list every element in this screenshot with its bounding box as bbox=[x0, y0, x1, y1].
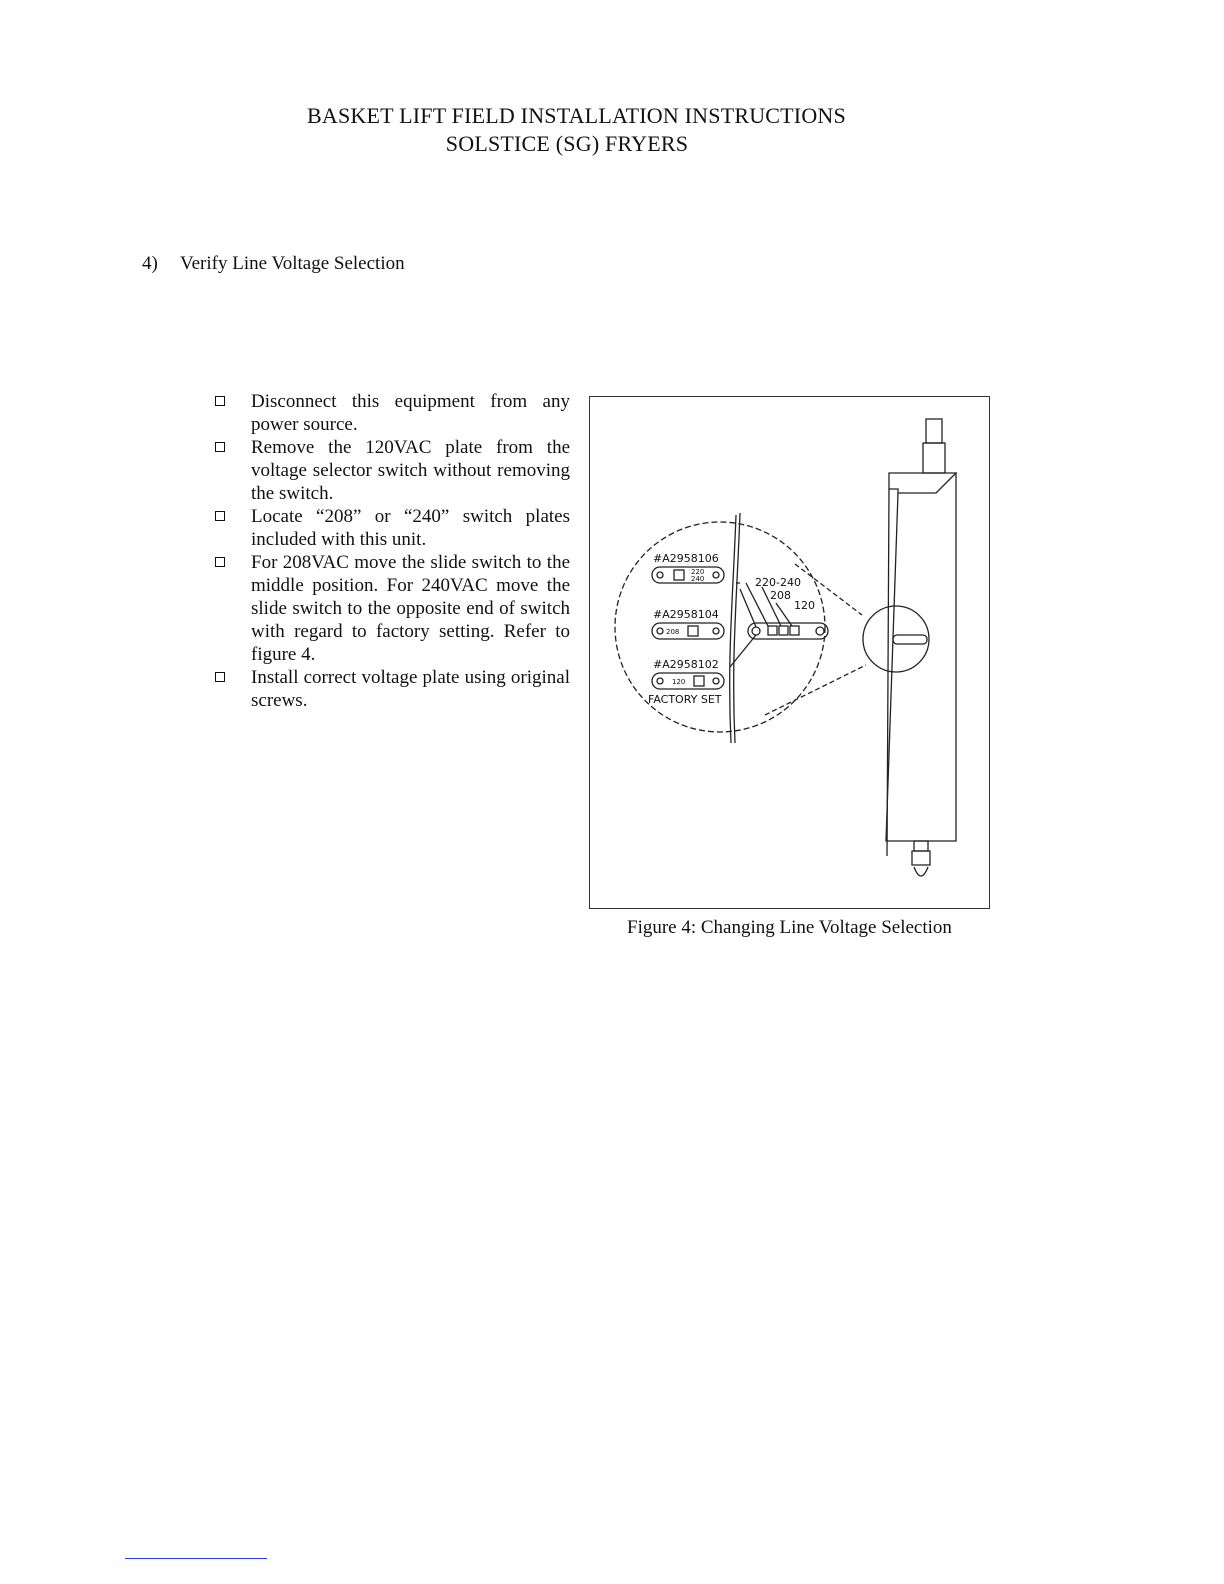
figure-caption: Figure 4: Changing Line Voltage Selection bbox=[627, 917, 952, 938]
voltage-switch-diagram bbox=[590, 397, 989, 908]
list-item: Disconnect this equipment from any power source. bbox=[214, 390, 570, 436]
list-item: For 208VAC move the slide switch to the middle position. For 240VAC move the slide switch to the opposite end of switch with regard to factory setting. Refer to figure 4. bbox=[214, 551, 570, 666]
checkbox-icon bbox=[215, 511, 225, 521]
document-title: BASKET LIFT FIELD INSTALLATION INSTRUCTIONS bbox=[307, 103, 846, 128]
plate-value-208: 208 bbox=[666, 628, 680, 636]
footnote-divider bbox=[125, 1558, 267, 1559]
switch-label-220-240: 220-240 bbox=[755, 576, 801, 589]
list-item: Install correct voltage plate using original screws. bbox=[214, 666, 570, 712]
checkbox-icon bbox=[215, 672, 225, 682]
instruction-list bbox=[214, 390, 570, 712]
switch-label-120: 120 bbox=[794, 599, 815, 612]
factory-set-label: FACTORY SET bbox=[648, 693, 722, 706]
plate-value-240: 240 bbox=[691, 575, 705, 583]
step-heading bbox=[142, 253, 405, 275]
checkbox-icon bbox=[215, 442, 225, 452]
step-title: Verify Line Voltage Selection bbox=[180, 253, 405, 274]
plate-value-220: 220 bbox=[691, 568, 705, 576]
checkbox-icon bbox=[215, 396, 225, 406]
plate-id-a2958102: #A2958102 bbox=[653, 658, 719, 671]
step-number: 4) bbox=[142, 253, 158, 274]
plate-id-a2958106: #A2958106 bbox=[653, 552, 719, 565]
figure-4 bbox=[589, 396, 990, 909]
switch-label-208: 208 bbox=[770, 589, 791, 602]
plate-value-120: 120 bbox=[672, 678, 686, 686]
list-item: Locate “208” or “240” switch plates included with this unit. bbox=[214, 505, 570, 551]
checkbox-icon bbox=[215, 557, 225, 567]
document-subtitle: SOLSTICE (SG) FRYERS bbox=[445, 131, 689, 156]
plate-id-a2958104: #A2958104 bbox=[653, 608, 719, 621]
list-item: Remove the 120VAC plate from the voltage selector switch without removing the switch. bbox=[214, 436, 570, 505]
